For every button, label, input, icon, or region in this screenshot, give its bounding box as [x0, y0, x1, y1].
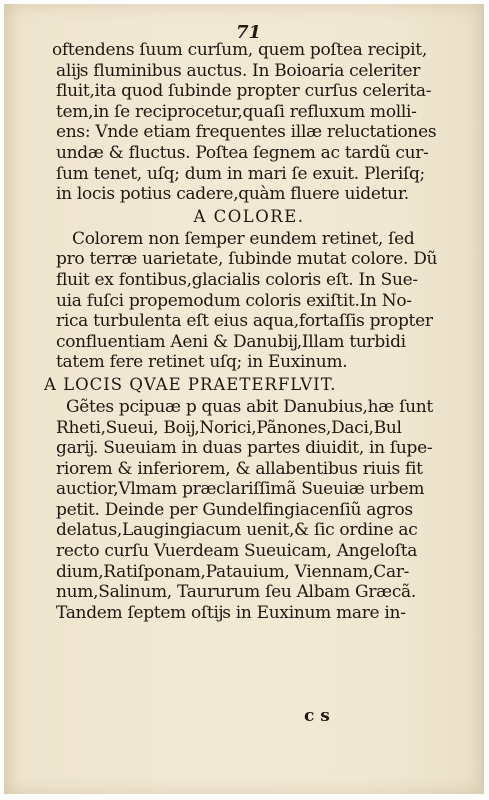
text-line: auctior,Vlmam præclariſſimã Sueuiæ urbem: [56, 479, 425, 500]
text-line: fluit ex fontibus,glacialis coloris eſt. In Sue-: [56, 269, 418, 290]
text-line: rica turbulenta eſt eius aqua,fortaſſis propter: [56, 311, 433, 332]
text-line: pro terræ uarietate, ſubinde mutat colore. Dũ: [56, 249, 438, 270]
text-line: tem,in ſe reciprocetur,quaſi refluxum molli-: [56, 101, 417, 122]
page-number: 71: [236, 22, 262, 43]
text-line: dium,Ratiſponam,Patauium, Viennam,Car-: [56, 561, 410, 582]
text-line: garĳ. Sueuiam in duas partes diuidit, in ſupe-: [56, 438, 433, 459]
text-line: Tandem ſeptem oſtĳs in Euxinum mare in-: [56, 602, 406, 623]
text-line: delatus,Laugingiacum uenit,& ſic ordine ac: [56, 520, 418, 541]
book-page: [4, 4, 484, 794]
text-line: oftendens ſuum curſum, quem poſtea recipit,: [52, 40, 427, 60]
text-line: Rheti,Sueui, Boĳ,Norici,Pãnones,Daci,Bul: [56, 417, 402, 438]
text-line: Gẽtes pcipuæ p quas abit Danubius,hæ ſunt: [66, 396, 433, 417]
text-line: in locis potius cadere,quàm fluere uidetur.: [56, 184, 409, 205]
text-line: riorem & inferiorem, & allabentibus riuis fit: [56, 458, 423, 479]
text-line: fluit,ita quod ſubinde propter curſus celerita-: [56, 81, 432, 102]
text-line: num,Salinum, Taururum ſeu Albam Græcã.: [56, 582, 416, 603]
body-text: [44, 40, 442, 623]
text-line: alĳs fluminibus auctus. In Boioaria celeriter: [56, 60, 421, 81]
text-line: ſum tenet, uſq; dum in mari ſe exuit. Pleriſq;: [56, 163, 425, 184]
text-line: recto curſu Vuerdeam Sueuicam, Angeloſta: [56, 541, 418, 562]
text-line: petit. Deinde per Gundelfingiacenſiũ agros: [56, 499, 413, 520]
section-heading: A LOCIS QVAE PRAETERFLVIT.: [44, 374, 337, 394]
text-line: confluentiam Aeni & Danubĳ,Illam turbidi: [56, 331, 406, 352]
text-line: uia fuſci propemodum coloris exiſtit.In No-: [56, 290, 412, 311]
text-line: tatem fere retinet uſq; in Euxinum.: [56, 352, 348, 373]
text-line: ens: Vnde etiam frequentes illæ reluctationes: [56, 122, 437, 143]
text-line: Colorem non ſemper eundem retinet, ſed: [72, 228, 415, 249]
signature-mark: c s: [304, 706, 330, 726]
section-heading: A COLORE.: [193, 206, 305, 226]
text-line: undæ & fluctus. Poſtea ſegnem ac tardũ cur-: [56, 142, 429, 163]
